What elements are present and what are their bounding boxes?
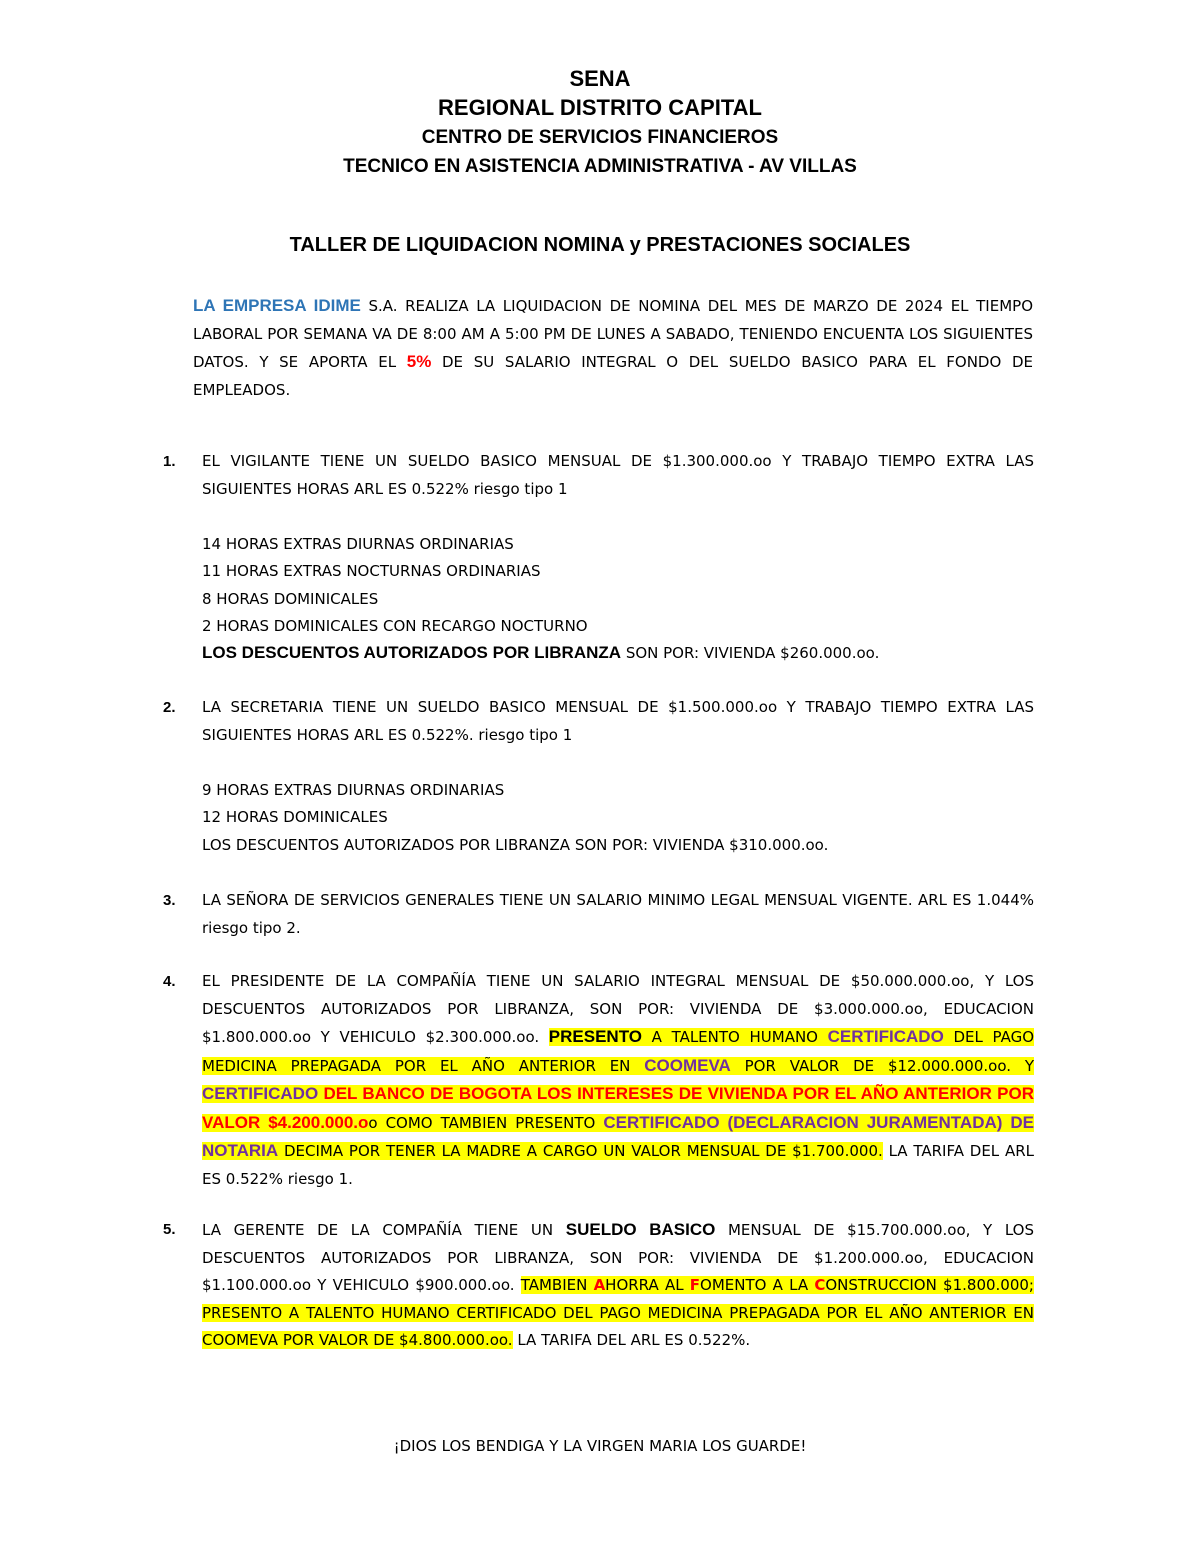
intro-paragraph: LA EMPRESA IDIME S.A. REALIZA LA LIQUIDACION DE NOMINA DEL MES DE MARZO DE 2024 EL TIEMPO LABORAL POR SEMANA VA DE 8:00 AM A 5:00 PM DE LUNES A SABADO, TENIENDO ENCUENTA LOS SIGUIENTES DATOS. Y SE APORTA EL 5% DE SU SALARIO INTEGRAL O DEL SUELDO BASICO PARA EL FONDO DE EMPLEADOS. [193,296,1034,399]
item-number-5: 5. [163,1221,176,1238]
header-programa: TECNICO EN ASISTENCIA ADMINISTRATIVA - AV VILLAS [343,156,857,177]
item-1-line: 14 HORAS EXTRAS DIURNAS ORDINARIAS [202,535,514,553]
document-title: TALLER DE LIQUIDACION NOMINA y PRESTACIONES SOCIALES [289,234,911,256]
item-2-line: LOS DESCUENTOS AUTORIZADOS POR LIBRANZA SON POR: VIVIENDA $310.000.oo. [202,836,829,854]
item-1-line: 11 HORAS EXTRAS NOCTURNAS ORDINARIAS [202,562,541,580]
closing-blessing: ¡DIOS LOS BENDIGA Y LA VIRGEN MARIA LOS GUARDE! [393,1437,807,1455]
item-number-2: 2. [163,699,176,716]
header-regional: REGIONAL DISTRITO CAPITAL [438,95,762,120]
item-1-text: EL VIGILANTE TIENE UN SUELDO BASICO MENSUAL DE $1.300.000.oo Y TRABAJO TIEMPO EXTRA LAS SIGUIENTES HORAS ARL ES 0.522% riesgo tipo 1 [202,452,1034,498]
item-number-3: 3. [163,892,176,909]
company-name: LA EMPRESA IDIME [193,296,361,315]
item-2-line: 12 HORAS DOMINICALES [202,808,388,826]
header-sena: SENA [569,66,631,91]
item-number-4: 4. [163,973,176,990]
item-number-1: 1. [163,453,176,470]
header-centro: CENTRO DE SERVICIOS FINANCIEROS [421,127,779,148]
item-3-text: LA SEÑORA DE SERVICIOS GENERALES TIENE UN SALARIO MINIMO LEGAL MENSUAL VIGENTE. ARL ES 1.044% riesgo tipo 2. [202,891,1034,937]
item-2-line: 9 HORAS EXTRAS DIURNAS ORDINARIAS [202,781,505,799]
item-1-line: 8 HORAS DOMINICALES [202,590,379,608]
item-2-text: LA SECRETARIA TIENE UN SUELDO BASICO MENSUAL DE $1.500.000.oo Y TRABAJO TIEMPO EXTRA LAS SIGUIENTES HORAS ARL ES 0.522%. riesgo tipo 1 [202,698,1034,744]
item-1-discounts: LOS DESCUENTOS AUTORIZADOS POR LIBRANZA SON POR: VIVIENDA $260.000.oo. [202,643,880,662]
item-5-text: LA GERENTE DE LA COMPAÑÍA TIENE UN SUELDO BASICO MENSUAL DE $15.700.000.oo, Y LOS DESCUENTOS AUTORIZADOS POR LIBRANZA, SON POR: VIVIENDA DE $1.200.000.oo, EDUCACION $1.100.000.oo Y VEHICULO $900.000.oo. TAMBIEN AHORRA AL FOMENTO A LA CONSTRUCCION $1.800.000; PRESENTO A TALENTO HUMANO CERTIFICADO DEL PAGO MEDICINA PREPAGADA POR EL AÑO ANTERIOR EN COOMEVA POR VALOR DE $4.800.000.oo. LA TARIFA DEL ARL ES 0.522%. [202,1220,1034,1349]
item-1-line: 2 HORAS DOMINICALES CON RECARGO NOCTURNO [202,617,588,635]
fund-percentage: 5% [406,352,432,371]
item-4-text: EL PRESIDENTE DE LA COMPAÑÍA TIENE UN SALARIO INTEGRAL MENSUAL DE $50.000.000.oo, Y LOS DESCUENTOS AUTORIZADOS POR LIBRANZA, SON POR: VIVIENDA DE $3.000.000.oo, EDUCACION $1.800.000.oo Y VEHICULO $2.300.000.oo. PRESENTO A TALENTO HUMANO CERTIFICADO DEL PAGO MEDICINA PREPAGADA POR EL AÑO ANTERIOR EN COOMEVA POR VALOR DE $12.000.000.oo. Y CERTIFICADO DEL BANCO DE BOGOTA LOS INTERESES DE VIVIENDA POR EL AÑO ANTERIOR POR VALOR $4.200.000.oo COMO TAMBIEN PRESENTO CERTIFICADO (DECLARACION JURAMENTADA) DE NOTARIA DECIMA POR TENER LA MADRE A CARGO UN VALOR MENSUAL DE $1.700.000. LA TARIFA DEL ARL ES 0.522% riesgo 1. [202,972,1035,1188]
